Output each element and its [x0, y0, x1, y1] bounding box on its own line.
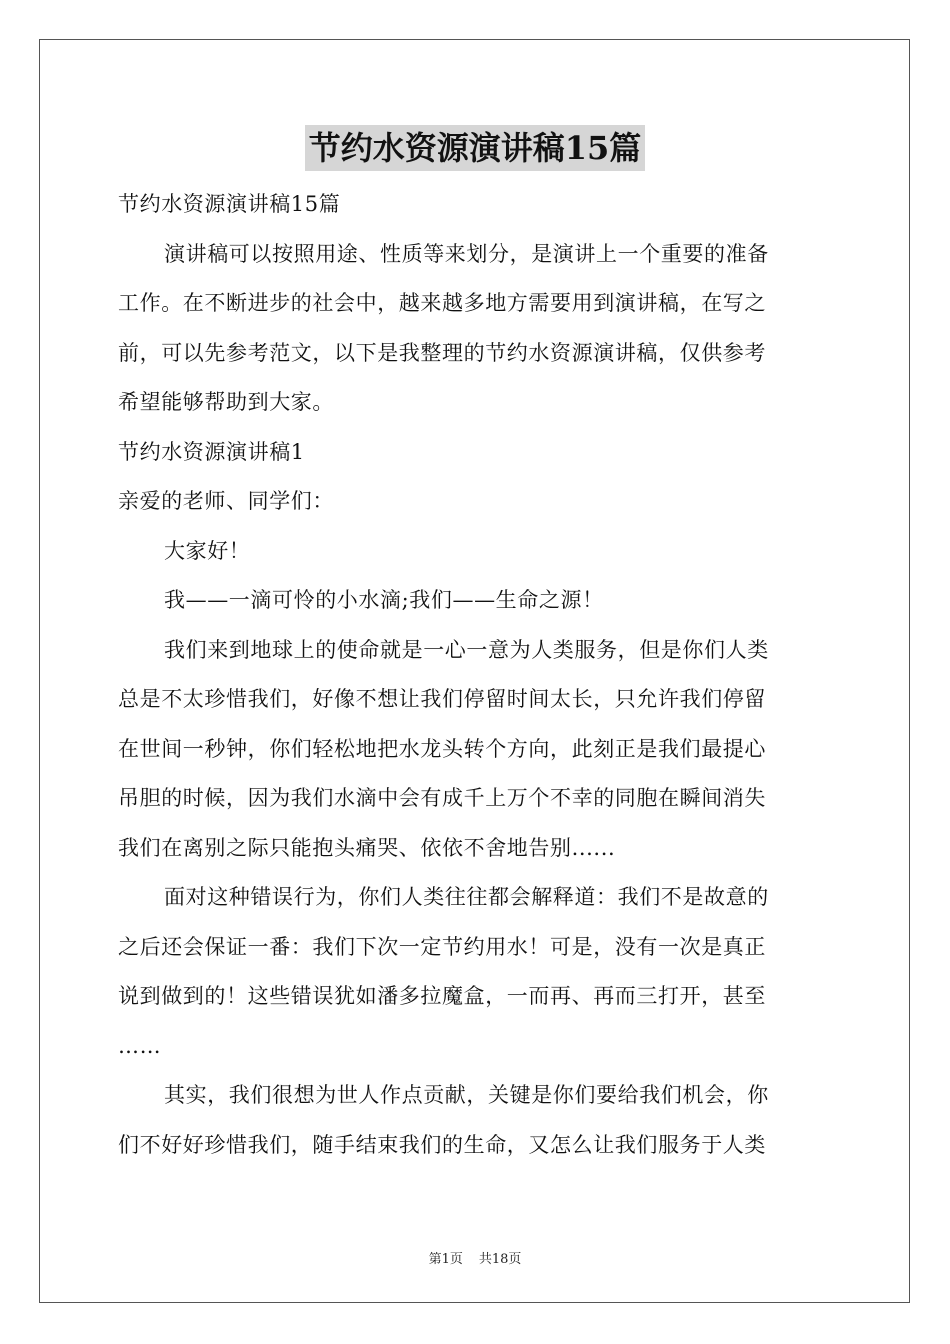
body-text-line: 我们来到地球上的使命就是一心一意为人类服务，但是你们人类: [164, 637, 769, 662]
body-text-line: 节约水资源演讲稿1: [118, 439, 305, 464]
body-text-line: 之后还会保证一番：我们下次一定节约用水！可是，没有一次是真正: [118, 934, 766, 959]
body-text-line: 总是不太珍惜我们，好像不想让我们停留时间太长，只允许我们停留: [118, 687, 766, 711]
body-text-line: 希望能够帮助到大家。: [118, 390, 334, 414]
body-text-line: 们不好好珍惜我们，随手结束我们的生命，又怎么让我们服务于人类: [118, 1132, 766, 1157]
body-text-line: 节约水资源演讲稿15篇: [118, 192, 341, 216]
body-text-line: 演讲稿可以按照用途、性质等来划分，是演讲上一个重要的准备: [164, 241, 769, 266]
body-text-line: 面对这种错误行为，你们人类往往都会解释道：我们不是故意的: [164, 885, 769, 909]
body-text-line: 其实，我们很想为世人作点贡献，关键是你们要给我们机会，你: [164, 1083, 769, 1107]
body-text-line: 吊胆的时候，因为我们水滴中会有成千上万个不幸的同胞在瞬间消失: [118, 786, 766, 810]
page-footer: [0, 1248, 950, 1267]
body-text-line: 我——一滴可怜的小水滴;我们——生命之源！: [164, 588, 604, 612]
title-container: [0, 125, 950, 171]
body-text-line: 工作。在不断进步的社会中，越来越多地方需要用到演讲稿，在写之: [118, 291, 766, 315]
body-text-line: ……: [118, 1033, 162, 1058]
page-number-total: 共18页: [478, 1252, 522, 1267]
body-text-line: 说到做到的！这些错误犹如潘多拉魔盒，一而再、再而三打开，甚至: [118, 984, 766, 1008]
body-text-line: 我们在离别之际只能抱头痛哭、依依不舍地告别......: [118, 835, 616, 860]
body-text-line: 大家好！: [164, 538, 251, 563]
document-title: 节约水资源演讲稿15篇: [305, 125, 646, 171]
page-number-current: 第1页: [428, 1252, 463, 1267]
body-text-line: 亲爱的老师、同学们：: [118, 489, 334, 513]
document-body: [118, 180, 838, 1170]
body-text-line: 前，可以先参考范文，以下是我整理的节约水资源演讲稿，仅供参考: [118, 340, 766, 365]
body-text-line: 在世间一秒钟，你们轻松地把水龙头转个方向，此刻正是我们最提心: [118, 736, 766, 761]
